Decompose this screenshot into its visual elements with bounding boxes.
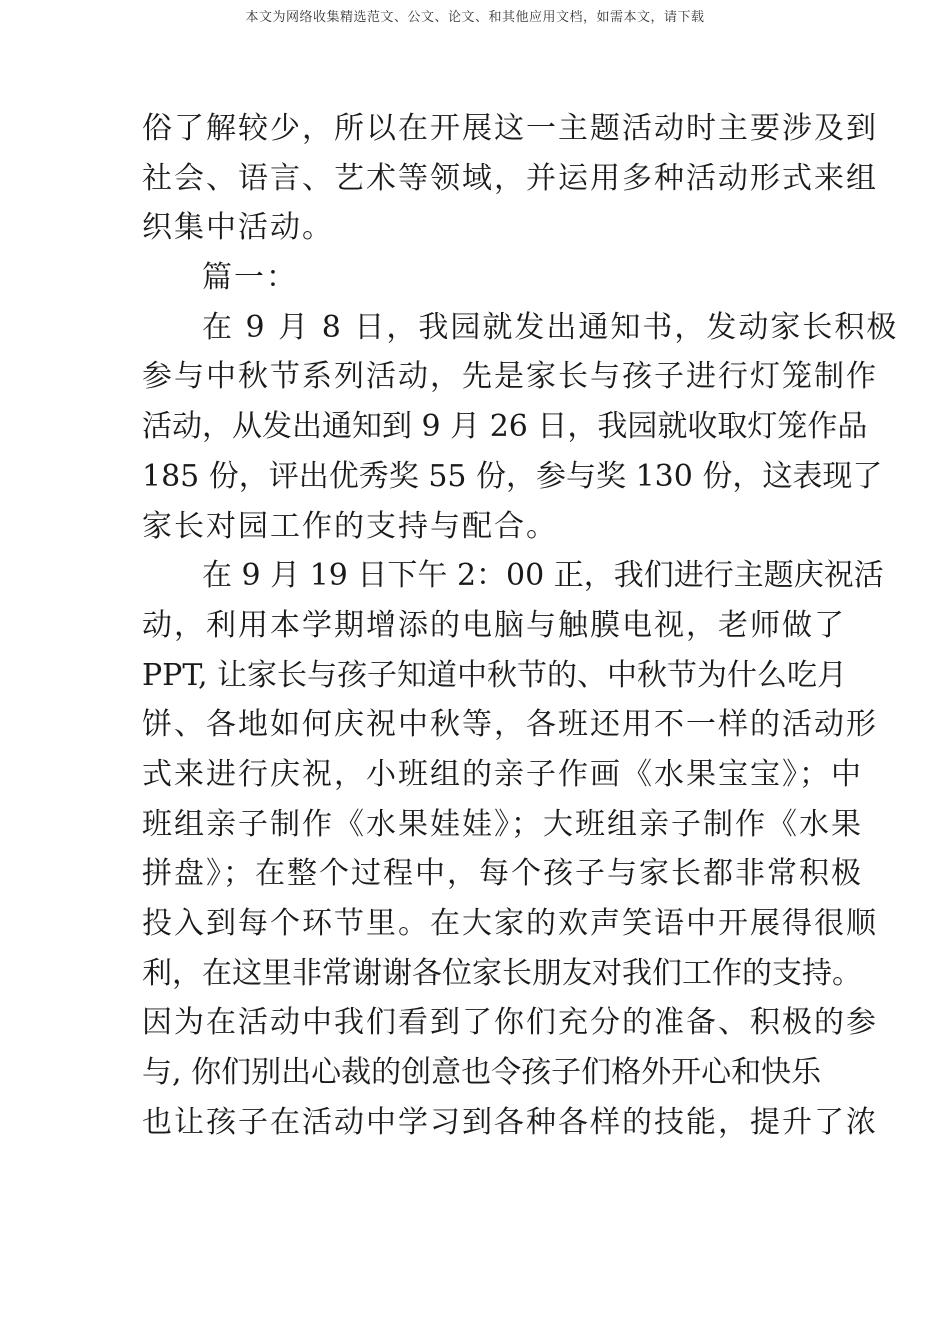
document-body (142, 104, 899, 1147)
paragraph-line: 参与中秋节系列活动，先是家长与孩子进行灯笼制作 (142, 359, 878, 395)
paragraph-line: 拼盘》；在整个过程中，每个孩子与家长都非常积极 (142, 856, 863, 892)
paragraph-line: 班组亲子制作《水果娃娃》；大班组亲子制作《水果 (142, 806, 863, 842)
paragraph-line: 俗了解较少，所以在开展这一主题活动时主要涉及到 (142, 111, 878, 146)
paragraph-line: 利，在这里非常谢谢各位家长朋友对我们工作的支持。 (142, 955, 862, 991)
section-heading: 篇一： (202, 260, 298, 296)
paragraph-line: 185 份，评出优秀奖 55 份，参与奖 130 份，这表现了 (142, 458, 883, 494)
paragraph-line: 投入到每个环节里。在大家的欢声笑语中开展得很顺 (142, 906, 878, 941)
paragraph-line: 与, 你们别出心裁的创意也令孩子们格外开心和快乐 (142, 1055, 822, 1091)
header-note: 本文为网络收集精选范文、公文、论文、和其他应用文档，如需本文，请下载 (245, 10, 705, 25)
paragraph-line: 活动，从发出通知到 9 月 26 日，我园就收取灯笼作品 (142, 409, 868, 445)
paragraph-line: 在 9 月 19 日下午 2：00 正，我们进行主题庆祝活 (202, 558, 884, 594)
paragraph-line: PPT, 让家长与孩子知道中秋节的、中秋节为什么吃月 (142, 657, 848, 693)
paragraph-line: 家长对园工作的支持与配合。 (142, 508, 558, 544)
paragraph-line: 式来进行庆祝，小班组的亲子作画《水果宝宝》；中 (142, 756, 863, 792)
paragraph-line: 也让孩子在活动中学习到各种各样的技能，提升了浓 (142, 1104, 878, 1140)
paragraph-line: 织集中活动。 (142, 210, 334, 246)
paragraph-line: 动，利用本学期增添的电脑与触膜电视，老师做了 (142, 607, 846, 643)
paragraph-line: 饼、各地如何庆祝中秋等，各班还用不一样的活动形 (142, 707, 878, 743)
paragraph-line: 社会、语言、艺术等领域，并运用多种活动形式来组 (142, 160, 878, 196)
paragraph-line: 因为在活动中我们看到了你们充分的准备、积极的参 (142, 1005, 878, 1041)
paragraph-line: 在 9 月 8 日，我园就发出通知书，发动家长积极 (202, 309, 899, 345)
